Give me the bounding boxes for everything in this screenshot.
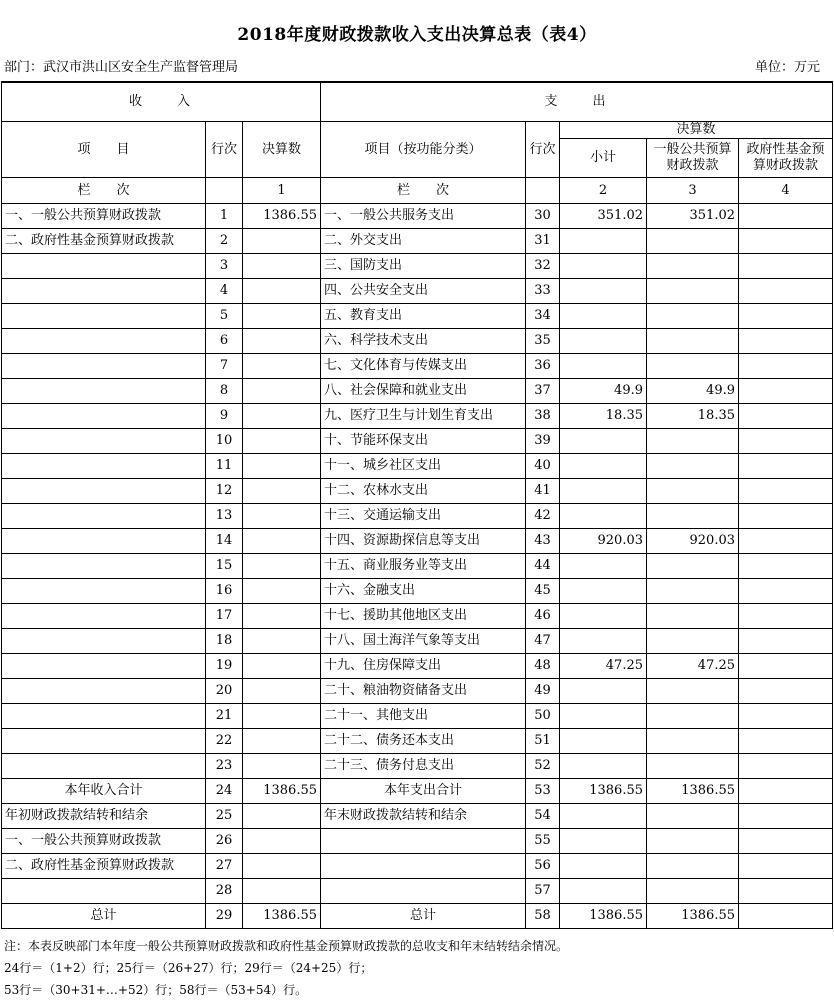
gov-fund-cell — [739, 629, 833, 654]
general-budget-cell — [647, 429, 739, 454]
income-line-cell: 22 — [206, 729, 243, 754]
income-item-cell: 本年收入合计 — [2, 779, 206, 804]
income-item-cell — [2, 754, 206, 779]
subtotal-cell: 351.02 — [560, 204, 647, 229]
income-item-cell: 年初财政拨款结转和结余 — [2, 804, 206, 829]
gov-fund-header: 政府性基金预算财政拨款 — [739, 139, 833, 178]
expense-item-cell: 二十一、其他支出 — [321, 704, 526, 729]
income-amount-cell — [243, 404, 321, 429]
expense-line-cell: 52 — [526, 754, 560, 779]
table-row — [2, 704, 833, 729]
subtotal-cell — [560, 329, 647, 354]
income-line-cell: 6 — [206, 329, 243, 354]
subtotal-cell — [560, 254, 647, 279]
income-line-cell: 24 — [206, 779, 243, 804]
expense-amount-header: 决算数 — [560, 122, 833, 139]
notes — [4, 935, 568, 1001]
income-amount-cell — [243, 629, 321, 654]
general-budget-cell — [647, 604, 739, 629]
income-line-cell: 13 — [206, 504, 243, 529]
subtotal-cell — [560, 354, 647, 379]
income-item-cell — [2, 654, 206, 679]
note-line: 53行＝（30+31+…+52）行；58行＝（53+54）行。 — [4, 983, 308, 997]
income-item-cell: 总计 — [2, 904, 206, 929]
income-line-cell: 20 — [206, 679, 243, 704]
expense-item-cell: 十六、金融支出 — [321, 579, 526, 604]
income-item-cell — [2, 379, 206, 404]
expense-line-cell: 34 — [526, 304, 560, 329]
general-budget-cell — [647, 454, 739, 479]
general-budget-cell: 920.03 — [647, 529, 739, 554]
income-line-cell: 8 — [206, 379, 243, 404]
subtotal-cell: 18.35 — [560, 404, 647, 429]
general-budget-cell — [647, 754, 739, 779]
subtotal-cell — [560, 704, 647, 729]
subtotal-cell — [560, 729, 647, 754]
income-item-cell: 一、一般公共预算财政拨款 — [2, 829, 206, 854]
subtotal-cell — [560, 429, 647, 454]
gov-fund-cell — [739, 454, 833, 479]
empty-cell — [206, 178, 243, 204]
income-line-header: 行次 — [206, 122, 243, 178]
expense-item-cell: 六、科学技术支出 — [321, 329, 526, 354]
income-item-cell — [2, 729, 206, 754]
gov-fund-cell — [739, 504, 833, 529]
income-amount-cell — [243, 529, 321, 554]
table-row — [2, 779, 833, 804]
general-budget-cell — [647, 704, 739, 729]
subtotal-header: 小计 — [560, 139, 647, 178]
expense-section-header: 支 出 — [321, 82, 833, 122]
expense-item-cell: 一、一般公共服务支出 — [321, 204, 526, 229]
expense-line-cell: 36 — [526, 354, 560, 379]
expense-line-cell: 57 — [526, 879, 560, 904]
subtotal-cell — [560, 604, 647, 629]
income-amount-cell — [243, 579, 321, 604]
table-row — [2, 279, 833, 304]
table-row — [2, 204, 833, 229]
subtotal-cell — [560, 554, 647, 579]
expense-item-cell: 本年支出合计 — [321, 779, 526, 804]
expense-item-cell: 八、社会保障和就业支出 — [321, 379, 526, 404]
expense-line-header: 行次 — [526, 122, 560, 178]
income-amount-cell — [243, 754, 321, 779]
income-item-cell — [2, 479, 206, 504]
gov-fund-cell — [739, 529, 833, 554]
expense-line-cell: 58 — [526, 904, 560, 929]
income-item-cell — [2, 329, 206, 354]
table-row — [2, 879, 833, 904]
table-row — [2, 829, 833, 854]
table-row — [2, 229, 833, 254]
subtotal-cell: 1386.55 — [560, 779, 647, 804]
expense-item-cell: 三、国防支出 — [321, 254, 526, 279]
income-item-cell — [2, 579, 206, 604]
expense-item-cell: 四、公共安全支出 — [321, 279, 526, 304]
table-row — [2, 429, 833, 454]
table-row — [2, 379, 833, 404]
gov-fund-cell — [739, 429, 833, 454]
unit-label: 单位：万元 — [754, 60, 820, 75]
expense-line-cell: 45 — [526, 579, 560, 604]
gov-fund-cell — [739, 604, 833, 629]
expense-item-cell — [321, 879, 526, 904]
expense-item-cell: 二十二、债务还本支出 — [321, 729, 526, 754]
income-item-cell — [2, 529, 206, 554]
gov-fund-cell — [739, 829, 833, 854]
income-amount-cell — [243, 304, 321, 329]
income-amount-cell — [243, 329, 321, 354]
expense-item-cell: 十七、援助其他地区支出 — [321, 604, 526, 629]
expense-item-cell: 十三、交通运输支出 — [321, 504, 526, 529]
income-amount-cell — [243, 704, 321, 729]
report-title: 2018年度财政拨款收入支出决算总表（表4） — [237, 25, 597, 45]
expense-line-cell: 33 — [526, 279, 560, 304]
table-row — [2, 329, 833, 354]
income-item-cell — [2, 504, 206, 529]
general-budget-cell — [647, 479, 739, 504]
column-number-3: 3 — [647, 178, 739, 204]
income-line-cell: 14 — [206, 529, 243, 554]
expense-line-cell: 51 — [526, 729, 560, 754]
subtotal-cell — [560, 754, 647, 779]
income-line-cell: 2 — [206, 229, 243, 254]
table-row — [2, 654, 833, 679]
subtotal-cell: 47.25 — [560, 654, 647, 679]
expense-line-cell: 50 — [526, 704, 560, 729]
general-budget-cell — [647, 879, 739, 904]
income-amount-cell — [243, 854, 321, 879]
income-line-cell: 28 — [206, 879, 243, 904]
general-budget-cell: 1386.55 — [647, 779, 739, 804]
note-line: 24行＝（1+2）行；25行＝（26+27）行；29行＝（24+25）行； — [4, 961, 373, 975]
income-amount-cell — [243, 379, 321, 404]
expense-line-cell: 48 — [526, 654, 560, 679]
income-amount-cell — [243, 229, 321, 254]
gov-fund-cell — [739, 654, 833, 679]
table-row — [2, 404, 833, 429]
expense-line-cell: 49 — [526, 679, 560, 704]
income-item-cell — [2, 704, 206, 729]
column-number-2: 2 — [560, 178, 647, 204]
income-amount-cell: 1386.55 — [243, 904, 321, 929]
subtotal-cell — [560, 454, 647, 479]
expense-item-cell: 十一、城乡社区支出 — [321, 454, 526, 479]
gov-fund-cell — [739, 329, 833, 354]
expense-line-cell: 41 — [526, 479, 560, 504]
income-line-cell: 15 — [206, 554, 243, 579]
subtotal-cell — [560, 479, 647, 504]
subtotal-cell — [560, 854, 647, 879]
table-row — [2, 304, 833, 329]
income-line-cell: 9 — [206, 404, 243, 429]
table-row — [2, 354, 833, 379]
general-budget-cell — [647, 354, 739, 379]
gov-fund-cell — [739, 854, 833, 879]
income-amount-cell — [243, 479, 321, 504]
expense-line-cell: 35 — [526, 329, 560, 354]
gov-fund-cell — [739, 254, 833, 279]
income-line-cell: 12 — [206, 479, 243, 504]
general-budget-cell — [647, 804, 739, 829]
expense-item-header: 项目（按功能分类） — [321, 122, 526, 178]
expense-line-cell: 43 — [526, 529, 560, 554]
general-budget-cell — [647, 329, 739, 354]
income-line-cell: 5 — [206, 304, 243, 329]
table-row — [2, 754, 833, 779]
table-row — [2, 679, 833, 704]
expense-item-cell: 二十、粮油物资储备支出 — [321, 679, 526, 704]
expense-item-cell: 十八、国土海洋气象等支出 — [321, 629, 526, 654]
expense-line-cell: 55 — [526, 829, 560, 854]
gov-fund-cell — [739, 354, 833, 379]
income-item-cell — [2, 354, 206, 379]
income-amount-cell — [243, 604, 321, 629]
expense-item-cell: 十四、资源勘探信息等支出 — [321, 529, 526, 554]
gov-fund-cell — [739, 379, 833, 404]
expense-line-cell: 39 — [526, 429, 560, 454]
table-row — [2, 579, 833, 604]
income-line-cell: 26 — [206, 829, 243, 854]
gov-fund-cell — [739, 229, 833, 254]
income-item-cell: 二、政府性基金预算财政拨款 — [2, 854, 206, 879]
gov-fund-cell — [739, 729, 833, 754]
income-item-cell — [2, 454, 206, 479]
gov-fund-cell — [739, 479, 833, 504]
income-amount-cell — [243, 829, 321, 854]
subtotal-cell: 1386.55 — [560, 904, 647, 929]
column-number-4: 4 — [739, 178, 833, 204]
expense-line-cell: 54 — [526, 804, 560, 829]
section-header-row — [2, 82, 833, 122]
income-item-cell — [2, 404, 206, 429]
department-label: 部门：武汉市洪山区安全生产监督管理局 — [4, 60, 239, 75]
income-line-cell: 11 — [206, 454, 243, 479]
gov-fund-cell — [739, 554, 833, 579]
general-budget-cell: 47.25 — [647, 654, 739, 679]
subtotal-cell — [560, 679, 647, 704]
income-amount-cell — [243, 354, 321, 379]
income-line-cell: 3 — [206, 254, 243, 279]
gov-fund-cell — [739, 804, 833, 829]
table-row — [2, 504, 833, 529]
income-line-cell: 27 — [206, 854, 243, 879]
general-budget-cell — [647, 629, 739, 654]
general-budget-cell — [647, 504, 739, 529]
income-line-cell: 16 — [206, 579, 243, 604]
gov-fund-cell — [739, 904, 833, 929]
income-amount-cell — [243, 254, 321, 279]
expense-item-cell: 九、医疗卫生与计划生育支出 — [321, 404, 526, 429]
expense-item-cell: 二十三、债务付息支出 — [321, 754, 526, 779]
gov-fund-cell — [739, 404, 833, 429]
table-row — [2, 554, 833, 579]
note-line: 注：本表反映部门本年度一般公共预算财政拨款和政府性基金预算财政拨款的总收支和年末结转结余情况。 — [4, 939, 569, 953]
general-budget-cell — [647, 679, 739, 704]
income-line-cell: 7 — [206, 354, 243, 379]
income-item-cell — [2, 429, 206, 454]
subtotal-cell — [560, 229, 647, 254]
expense-line-cell: 53 — [526, 779, 560, 804]
column-number-row — [2, 178, 833, 204]
income-line-cell: 25 — [206, 804, 243, 829]
expense-line-cell: 40 — [526, 454, 560, 479]
subtotal-cell — [560, 504, 647, 529]
gov-fund-cell — [739, 754, 833, 779]
general-budget-cell: 49.9 — [647, 379, 739, 404]
subtotal-cell: 920.03 — [560, 529, 647, 554]
table-row — [2, 729, 833, 754]
expense-item-cell: 十、节能环保支出 — [321, 429, 526, 454]
expense-item-cell: 五、教育支出 — [321, 304, 526, 329]
expense-item-cell: 七、文化体育与传媒支出 — [321, 354, 526, 379]
general-budget-cell — [647, 229, 739, 254]
income-amount-cell — [243, 454, 321, 479]
expense-line-cell: 37 — [526, 379, 560, 404]
expense-item-cell: 二、外交支出 — [321, 229, 526, 254]
general-budget-cell — [647, 554, 739, 579]
income-line-cell: 21 — [206, 704, 243, 729]
income-item-cell — [2, 879, 206, 904]
expense-item-cell — [321, 829, 526, 854]
expense-line-cell: 32 — [526, 254, 560, 279]
income-amount-header: 决算数 — [243, 122, 321, 178]
empty-cell — [526, 178, 560, 204]
general-budget-cell: 351.02 — [647, 204, 739, 229]
income-amount-cell — [243, 504, 321, 529]
general-budget-cell — [647, 729, 739, 754]
expense-item-cell: 十九、住房保障支出 — [321, 654, 526, 679]
income-amount-cell: 1386.55 — [243, 779, 321, 804]
column-number-1: 1 — [243, 178, 321, 204]
general-budget-cell — [647, 304, 739, 329]
table-row — [2, 604, 833, 629]
income-line-cell: 19 — [206, 654, 243, 679]
expense-line-cell: 38 — [526, 404, 560, 429]
table-row — [2, 854, 833, 879]
expense-item-cell: 年末财政拨款结转和结余 — [321, 804, 526, 829]
subtotal-cell — [560, 304, 647, 329]
gov-fund-cell — [739, 704, 833, 729]
gov-fund-cell — [739, 304, 833, 329]
budget-table — [1, 81, 833, 929]
income-section-header: 收 入 — [2, 82, 321, 122]
expense-item-cell: 十五、商业服务业等支出 — [321, 554, 526, 579]
subtotal-cell — [560, 279, 647, 304]
subtotal-cell — [560, 829, 647, 854]
income-item-cell: 一、一般公共预算财政拨款 — [2, 204, 206, 229]
general-budget-cell — [647, 854, 739, 879]
general-budget-cell — [647, 279, 739, 304]
expense-line-cell: 42 — [526, 504, 560, 529]
subtotal-cell — [560, 579, 647, 604]
income-item-cell — [2, 304, 206, 329]
general-budget-cell — [647, 829, 739, 854]
income-item-cell — [2, 254, 206, 279]
income-line-cell: 29 — [206, 904, 243, 929]
column-header-row — [2, 122, 833, 139]
gov-fund-cell — [739, 579, 833, 604]
table-row — [2, 904, 833, 929]
expense-line-cell: 31 — [526, 229, 560, 254]
expense-line-cell: 30 — [526, 204, 560, 229]
general-budget-cell: 18.35 — [647, 404, 739, 429]
table-row — [2, 529, 833, 554]
income-amount-cell — [243, 554, 321, 579]
gov-fund-cell — [739, 204, 833, 229]
subtotal-cell — [560, 804, 647, 829]
subtotal-cell — [560, 629, 647, 654]
income-amount-cell — [243, 729, 321, 754]
gov-fund-cell — [739, 679, 833, 704]
income-item-cell — [2, 554, 206, 579]
income-item-cell: 二、政府性基金预算财政拨款 — [2, 229, 206, 254]
general-budget-header: 一般公共预算财政拨款 — [647, 139, 739, 178]
table-row — [2, 804, 833, 829]
gov-fund-cell — [739, 279, 833, 304]
gov-fund-cell — [739, 879, 833, 904]
expense-item-cell — [321, 854, 526, 879]
general-budget-cell: 1386.55 — [647, 904, 739, 929]
table-row — [2, 479, 833, 504]
table-row — [2, 629, 833, 654]
income-amount-cell — [243, 679, 321, 704]
income-line-cell: 10 — [206, 429, 243, 454]
expense-item-cell: 十二、农林水支出 — [321, 479, 526, 504]
column-label-expense: 栏 次 — [321, 178, 526, 204]
income-line-cell: 4 — [206, 279, 243, 304]
income-amount-cell — [243, 879, 321, 904]
income-item-cell — [2, 604, 206, 629]
income-line-cell: 18 — [206, 629, 243, 654]
expense-line-cell: 56 — [526, 854, 560, 879]
expense-line-cell: 46 — [526, 604, 560, 629]
income-amount-cell — [243, 429, 321, 454]
income-line-cell: 1 — [206, 204, 243, 229]
gov-fund-cell — [739, 779, 833, 804]
general-budget-cell — [647, 579, 739, 604]
income-line-cell: 23 — [206, 754, 243, 779]
table-row — [2, 254, 833, 279]
income-item-header: 项 目 — [2, 122, 206, 178]
income-amount-cell: 1386.55 — [243, 204, 321, 229]
expense-line-cell: 47 — [526, 629, 560, 654]
income-item-cell — [2, 629, 206, 654]
income-amount-cell — [243, 654, 321, 679]
expense-item-cell: 总计 — [321, 904, 526, 929]
table-row — [2, 454, 833, 479]
general-budget-cell — [647, 254, 739, 279]
subtotal-cell: 49.9 — [560, 379, 647, 404]
income-amount-cell — [243, 804, 321, 829]
income-item-cell — [2, 679, 206, 704]
income-amount-cell — [243, 279, 321, 304]
column-label: 栏 次 — [2, 178, 206, 204]
subtotal-cell — [560, 879, 647, 904]
income-line-cell: 17 — [206, 604, 243, 629]
income-item-cell — [2, 279, 206, 304]
expense-line-cell: 44 — [526, 554, 560, 579]
